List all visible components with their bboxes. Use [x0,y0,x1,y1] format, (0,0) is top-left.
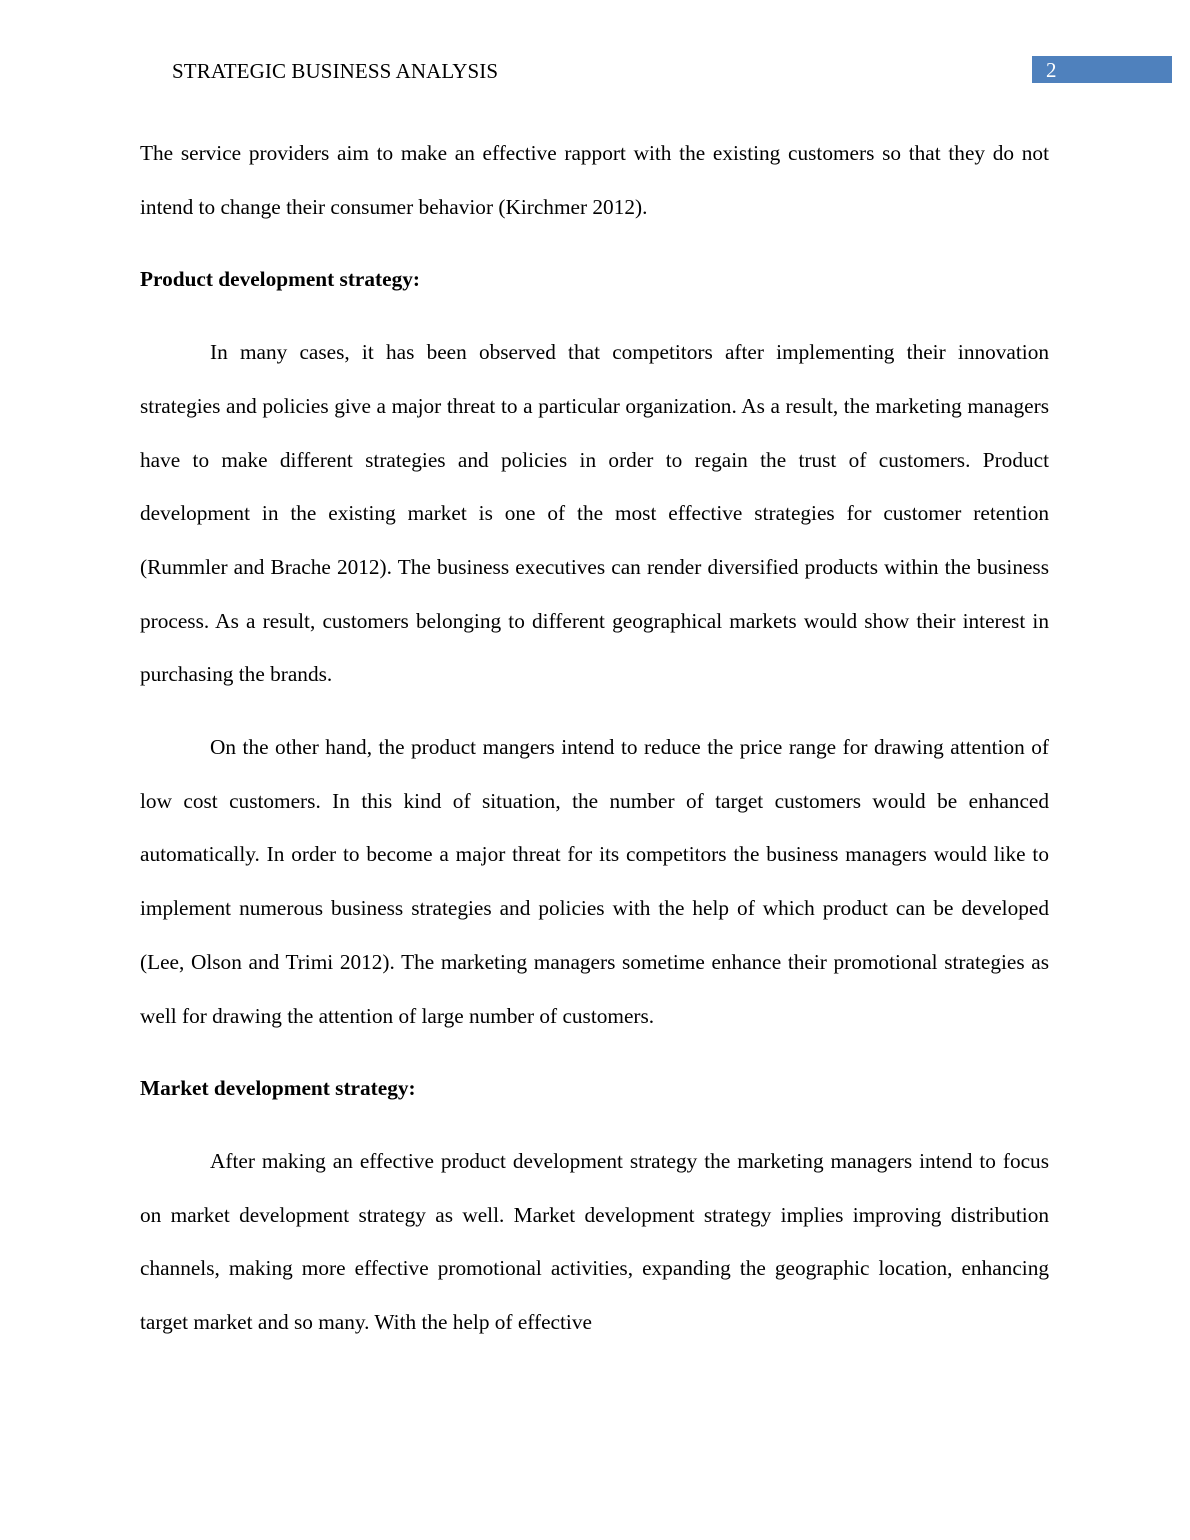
document-body [140,127,1049,1350]
paragraph-intro: The service providers aim to make an effective rapport with the existing customers so that they do not intend to change their consumer behavior (Kirchmer 2012). [140,141,1049,219]
page-header [0,56,1190,84]
running-head: STRATEGIC BUSINESS ANALYSIS [172,59,499,83]
paragraph-product-2: On the other hand, the product mangers intend to reduce the price range for drawing attention of low cost customers. In this kind of situation, the number of target customers would be enhanced automatically. In order to become a major threat for its competitors the business managers would like to implement numerous business strategies and policies with the help of which product can be developed (Lee, Olson and Trimi 2012). The marketing managers sometime enhance their promotional strategies as well for drawing the attention of large number of customers. [140,735,1049,1028]
paragraph-market-1: After making an effective product development strategy the marketing managers intend to focus on market development strategy as well. Market development strategy implies improving distribution channels, making more effective promotional activities, expanding the geographic location, enhancing target market and so many. With the help of effective [140,1148,1049,1335]
heading-product-development: Product development strategy: [140,267,420,292]
paragraph-product-1: In many cases, it has been observed that competitors after implementing their innovation strategies and policies give a major threat to a particular organization. As a result, the marketing managers have to make different strategies and policies in order to regain the trust of customers. Product development in the existing market is one of the most effective strategies for customer retention (Rummler and Brache 2012). The business executives can render diversified products within the business process. As a result, customers belonging to different geographical markets would show their interest in purchasing the brands. [140,340,1049,687]
heading-market-development: Market development strategy: [140,1076,416,1101]
page-number: 2 [1046,58,1057,82]
page-number-box [1032,56,1172,83]
